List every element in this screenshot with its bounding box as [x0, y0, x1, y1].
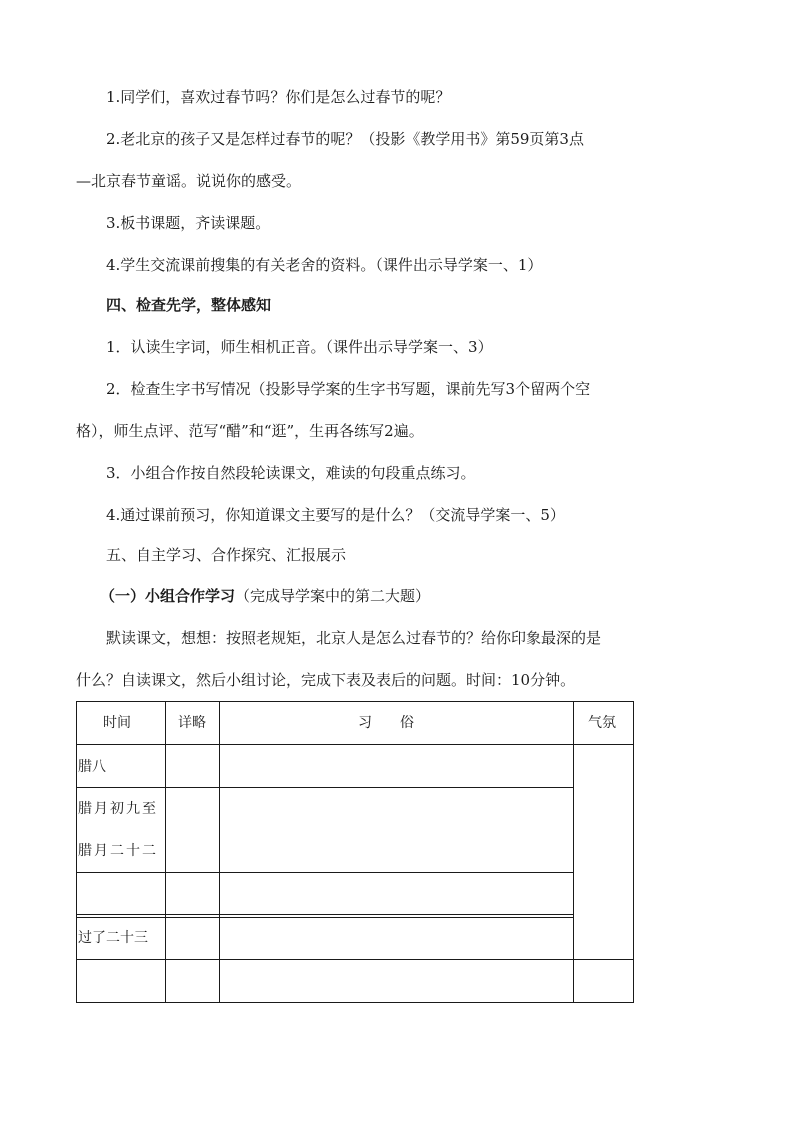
paragraph-2: 2.老北京的孩子又是怎样过春节的呢？（投影《教学用书》第59页第3点: [106, 130, 584, 148]
paragraph-5: 1．认读生字词，师生相机正音。（课件出示导学案一、3）: [106, 338, 493, 356]
table-border: [76, 701, 634, 1003]
paragraph-7: 3．小组合作按自然段轮读课文，难读的句段重点练习。: [106, 464, 476, 482]
row-divider: [76, 787, 574, 788]
paragraph-9-cont: 什么？自读课文，然后小组讨论，完成下表及表后的问题。时间：10分钟。: [76, 671, 576, 689]
header-customs: 习 俗: [358, 715, 414, 731]
paragraph-8: 4.通过课前预习，你知道课文主要写的是什么？（交流导学案一、5）: [106, 506, 565, 524]
header-detail: 详略: [178, 715, 206, 731]
subsection-heading: [100, 586, 430, 606]
paragraph-1: 1.同学们，喜欢过春节吗？你们是怎么过春节的呢？: [106, 88, 451, 106]
paragraph-6-cont: 格），师生点评、范写“醋”和“逛”，生再各练写2遍。: [76, 422, 424, 440]
row-divider: [76, 959, 634, 960]
paragraph-4: 4.学生交流课前搜集的有关老舍的资料。（课件出示导学案一、1）: [106, 256, 543, 274]
subsection-note: （完成导学案中的第二大题）: [235, 587, 431, 605]
row-divider: [76, 744, 634, 745]
customs-table: [76, 701, 634, 1003]
section-heading-5: 五、自主学习、合作探究、汇报展示: [106, 546, 347, 564]
row-divider: [76, 917, 574, 918]
row-label-lunar-22: 腊月二十二: [78, 843, 158, 859]
col-divider: [573, 701, 574, 1003]
paragraph-9: 默读课文，想想：按照老规矩，北京人是怎么过春节的？给你印象最深的是: [106, 629, 602, 647]
paragraph-6: 2．检查生字书写情况（投影导学案的生字书写题，课前先写3个留两个空: [106, 380, 591, 398]
header-atmosphere: 气氛: [588, 715, 616, 731]
row-label-laba: 腊八: [78, 759, 106, 775]
row-label-lunar-9: 腊月初九至: [78, 801, 158, 817]
row-label-after-23: 过了二十三: [78, 930, 148, 946]
col-divider: [219, 701, 220, 1003]
header-time: 时间: [103, 715, 131, 731]
section-heading-4: 四、检查先学，整体感知: [106, 296, 272, 314]
row-divider: [76, 914, 574, 915]
row-divider: [76, 872, 574, 873]
paragraph-2-cont: —北京春节童谣。说说你的感受。: [76, 172, 302, 190]
col-divider: [165, 701, 166, 1003]
subsection-title: （一）小组合作学习: [100, 587, 236, 605]
paragraph-3: 3.板书课题，齐读课题。: [106, 214, 271, 232]
